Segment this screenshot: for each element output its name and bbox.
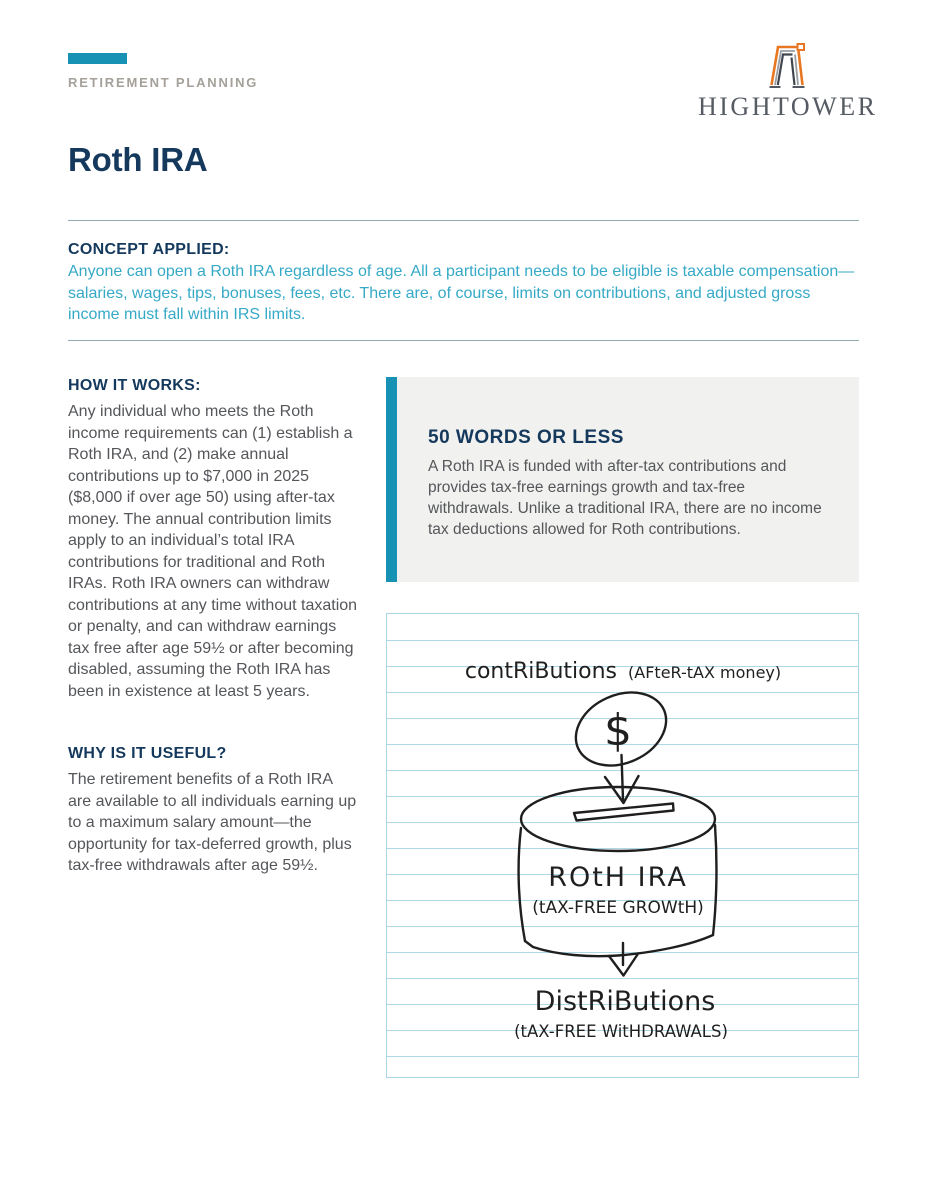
bank-bottom: [525, 935, 713, 956]
callout-accent-bar: [386, 377, 397, 582]
bank-label: ROtH IRA: [548, 862, 688, 893]
divider-top: [68, 220, 859, 221]
how-it-works-heading: HOW IT WORKS:: [68, 377, 201, 394]
concept-applied-heading: CONCEPT APPLIED:: [68, 241, 230, 258]
why-useful-heading: WHY IS IT USEFUL?: [68, 745, 227, 762]
hightower-wordmark: HIGHTOWER: [698, 92, 878, 121]
bank-note: (tAX-FREE GROWtH): [532, 898, 704, 918]
how-it-works-body: Any individual who meets the Roth income requirements can (1) establish a Roth IRA, and (2) make annual contributions up to $7,000 in 2025 ($8,000 if over age 50) using after-tax money. The annual contribution limits apply to an individual’s total IRA contributions for traditional and Roth IRAs. Roth IRA owners can withdraw contributions at any time without taxation or penalty, and can withdraw earnings tax free after age 59½ or after becoming disabled, assuming the Roth IRA has been in existence at least 5 years.: [68, 403, 358, 700]
callout-content: [397, 377, 859, 582]
hightower-logo: [698, 42, 876, 122]
eyebrow-label: RETIREMENT PLANNING: [68, 75, 259, 90]
sketch-top-label: contRiButions (AFteR-tAX money): [464, 659, 782, 684]
divider-bottom: [68, 340, 859, 341]
sketch-notebook-paper: [386, 613, 859, 1078]
hightower-tower-icon: [764, 42, 810, 90]
bank-slot: [574, 804, 674, 821]
roth-ira-sketch: [387, 614, 858, 1077]
fifty-words-heading: 50 WORDS OR LESS: [428, 427, 624, 448]
arrow-down-icon: [622, 755, 624, 800]
fifty-words-callout: [386, 377, 859, 582]
bank-right-side: [713, 825, 716, 935]
why-useful-body: The retirement benefits of a Roth IRA are available to all individuals earning up to a maximum salary amount—the opportunity for tax-deferred growth, plus tax-free withdrawals after age 59½.: [68, 771, 357, 874]
fifty-words-body: A Roth IRA is funded with after-tax contributions and provides tax-free earnings growth and tax-free withdrawals. Unlike a traditional IRA, there are no income tax deductions allowed for Roth contributions.: [428, 458, 822, 538]
page-title: Roth IRA: [68, 141, 208, 178]
bank-left-side: [519, 828, 525, 941]
eyebrow-accent-bar: [68, 53, 127, 64]
coin-dollar-symbol: $: [604, 705, 632, 756]
concept-applied-body: Anyone can open a Roth IRA regardless of age. All a participant needs to be eligible is taxable compensation—salaries, wages, tips, bonuses, fees, etc. There are, of course, limits on contributions, and adjusted gross income must fall within IRS limits.: [68, 263, 855, 323]
why-useful-section: [68, 745, 358, 877]
how-it-works-section: [68, 377, 358, 702]
distributions-note: (tAX-FREE WitHDRAWALS): [514, 1022, 728, 1041]
distributions-label: DistRiButions: [534, 986, 716, 1017]
